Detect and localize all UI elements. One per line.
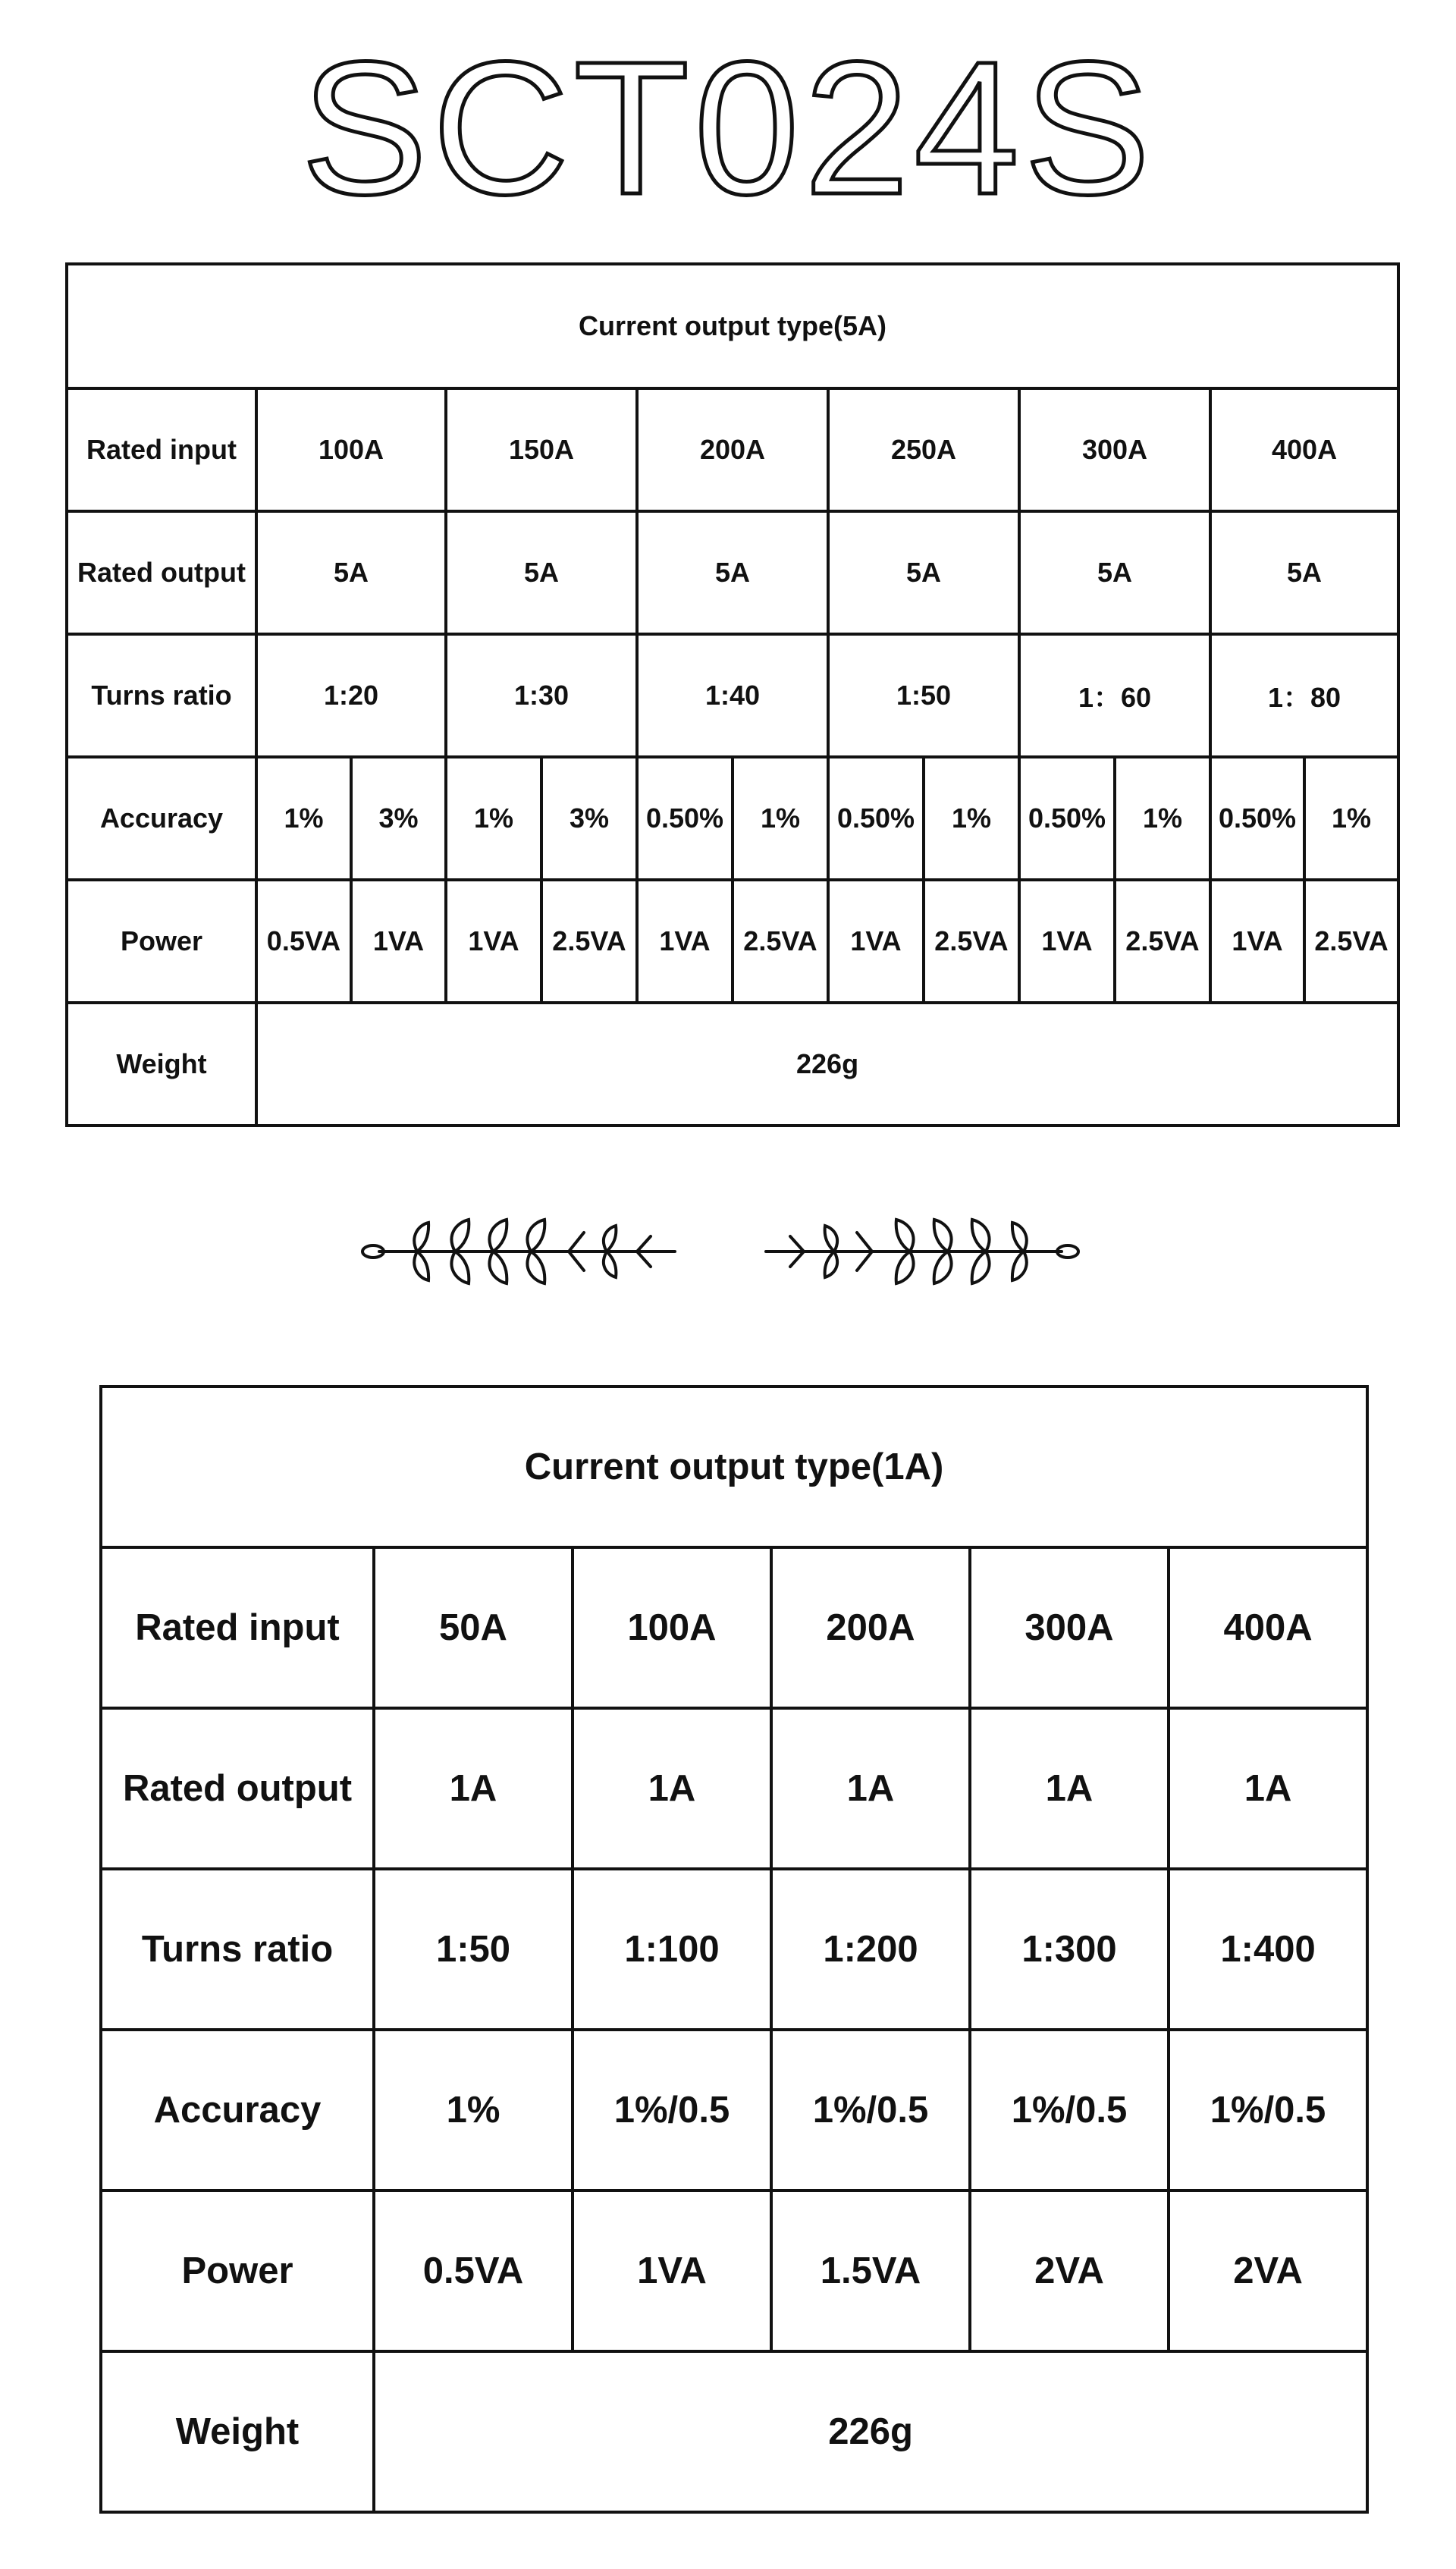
table-cell: 1A	[573, 1708, 771, 1869]
row-label: Accuracy	[67, 757, 256, 880]
table-cell: 2.5VA	[924, 880, 1019, 1003]
table-cell: 1:40	[637, 634, 828, 757]
row-label: Rated input	[101, 1547, 374, 1708]
table-row-power	[101, 2191, 1367, 2351]
table-cell: 1%/0.5	[1169, 2030, 1367, 2191]
table-cell: 400A	[1169, 1547, 1367, 1708]
table-cell: 1%	[1115, 757, 1210, 880]
table-cell: 5A	[1019, 511, 1210, 634]
table-cell: 1:30	[446, 634, 637, 757]
table-cell: 1VA	[1019, 880, 1115, 1003]
row-label: Rated input	[67, 388, 256, 511]
table-cell: 2VA	[1169, 2191, 1367, 2351]
row-label: Power	[67, 880, 256, 1003]
table-cell: 1:100	[573, 1869, 771, 2030]
table-cell: 250A	[828, 388, 1019, 511]
table-cell: 2.5VA	[1115, 880, 1210, 1003]
table-cell: 1:200	[771, 1869, 970, 2030]
table-cell: 1%/0.5	[573, 2030, 771, 2191]
row-label: Power	[101, 2191, 374, 2351]
table-cell: 300A	[1019, 388, 1210, 511]
table-cell: 1%	[446, 757, 541, 880]
table-cell: 1:50	[828, 634, 1019, 757]
row-label: Accuracy	[101, 2030, 374, 2191]
table-cell: 1A	[1169, 1708, 1367, 1869]
table-row-turns-ratio	[101, 1869, 1367, 2030]
table-cell: 1%	[256, 757, 351, 880]
table-cell: 2.5VA	[733, 880, 828, 1003]
table-row-weight	[101, 2351, 1367, 2512]
table-cell: 1:300	[970, 1869, 1169, 2030]
page-title: SCT024S	[301, 38, 1155, 220]
table-cell: 1:50	[374, 1869, 573, 2030]
table-cell: 5A	[446, 511, 637, 634]
table-cell: 0.50%	[1210, 757, 1304, 880]
table-cell: 50A	[374, 1547, 573, 1708]
table-cell: 1%	[374, 2030, 573, 2191]
table-cell: 200A	[771, 1547, 970, 1708]
table-row-accuracy	[101, 2030, 1367, 2191]
laurel-branch-right-icon	[758, 1206, 1084, 1297]
table-cell: 226g	[256, 1003, 1398, 1126]
table-cell: 5A	[828, 511, 1019, 634]
table-cell: 1A	[374, 1708, 573, 1869]
row-label: Turns ratio	[67, 634, 256, 757]
table-cell: 2VA	[970, 2191, 1169, 2351]
table-cell: 1.5VA	[771, 2191, 970, 2351]
table-cell: 1：80	[1210, 634, 1398, 757]
table-row-power	[67, 880, 1398, 1003]
table-cell: 1:400	[1169, 1869, 1367, 2030]
table-row-rated-output	[67, 511, 1398, 634]
row-label: Turns ratio	[101, 1869, 374, 2030]
table-row-weight	[67, 1003, 1398, 1126]
row-label: Rated output	[67, 511, 256, 634]
table-cell: 100A	[256, 388, 446, 511]
table-cell: 1%/0.5	[970, 2030, 1169, 2191]
table-cell: 300A	[970, 1547, 1169, 1708]
row-label: Weight	[67, 1003, 256, 1126]
row-label: Rated output	[101, 1708, 374, 1869]
spec-table-5a	[65, 262, 1400, 1127]
table-cell: 2.5VA	[541, 880, 637, 1003]
laurel-branch-left-icon	[356, 1206, 682, 1297]
spec-table-1a	[99, 1385, 1369, 2514]
table-cell: 400A	[1210, 388, 1398, 511]
table-cell: 3%	[541, 757, 637, 880]
table-cell: 1：60	[1019, 634, 1210, 757]
table-cell: 200A	[637, 388, 828, 511]
table-cell: 1VA	[1210, 880, 1304, 1003]
page-title-wrap	[0, 38, 1456, 220]
table-cell: 1:20	[256, 634, 446, 757]
table-row	[67, 264, 1398, 388]
table-cell: 1%/0.5	[771, 2030, 970, 2191]
table-cell: 1A	[771, 1708, 970, 1869]
table-cell: 1VA	[828, 880, 924, 1003]
page-title-svg	[0, 38, 1456, 220]
table-cell: 226g	[374, 2351, 1367, 2512]
table-row-rated-input	[67, 388, 1398, 511]
table-cell: 0.5VA	[256, 880, 351, 1003]
row-label: Weight	[101, 2351, 374, 2512]
table-row-turns-ratio	[67, 634, 1398, 757]
table-cell: 0.50%	[1019, 757, 1115, 880]
table-cell: 100A	[573, 1547, 771, 1708]
table-cell: 5A	[1210, 511, 1398, 634]
table-cell: 150A	[446, 388, 637, 511]
table-cell: 0.5VA	[374, 2191, 573, 2351]
table-cell: 1%	[1304, 757, 1398, 880]
table-header: Current output type(5A)	[67, 264, 1398, 388]
table-cell: 1VA	[637, 880, 733, 1003]
table-cell: 1VA	[351, 880, 446, 1003]
table-cell: 1VA	[573, 2191, 771, 2351]
table-cell: 1VA	[446, 880, 541, 1003]
table-cell: 1%	[924, 757, 1019, 880]
table-cell: 3%	[351, 757, 446, 880]
table-cell: 5A	[637, 511, 828, 634]
table-row-accuracy	[67, 757, 1398, 880]
table-row-rated-input	[101, 1547, 1367, 1708]
table-row	[101, 1387, 1367, 1547]
table-cell: 1A	[970, 1708, 1169, 1869]
table-header: Current output type(1A)	[101, 1387, 1367, 1547]
table-cell: 0.50%	[828, 757, 924, 880]
table-cell: 0.50%	[637, 757, 733, 880]
table-cell: 5A	[256, 511, 446, 634]
table-cell: 2.5VA	[1304, 880, 1398, 1003]
table-row-rated-output	[101, 1708, 1367, 1869]
table-cell: 1%	[733, 757, 828, 880]
